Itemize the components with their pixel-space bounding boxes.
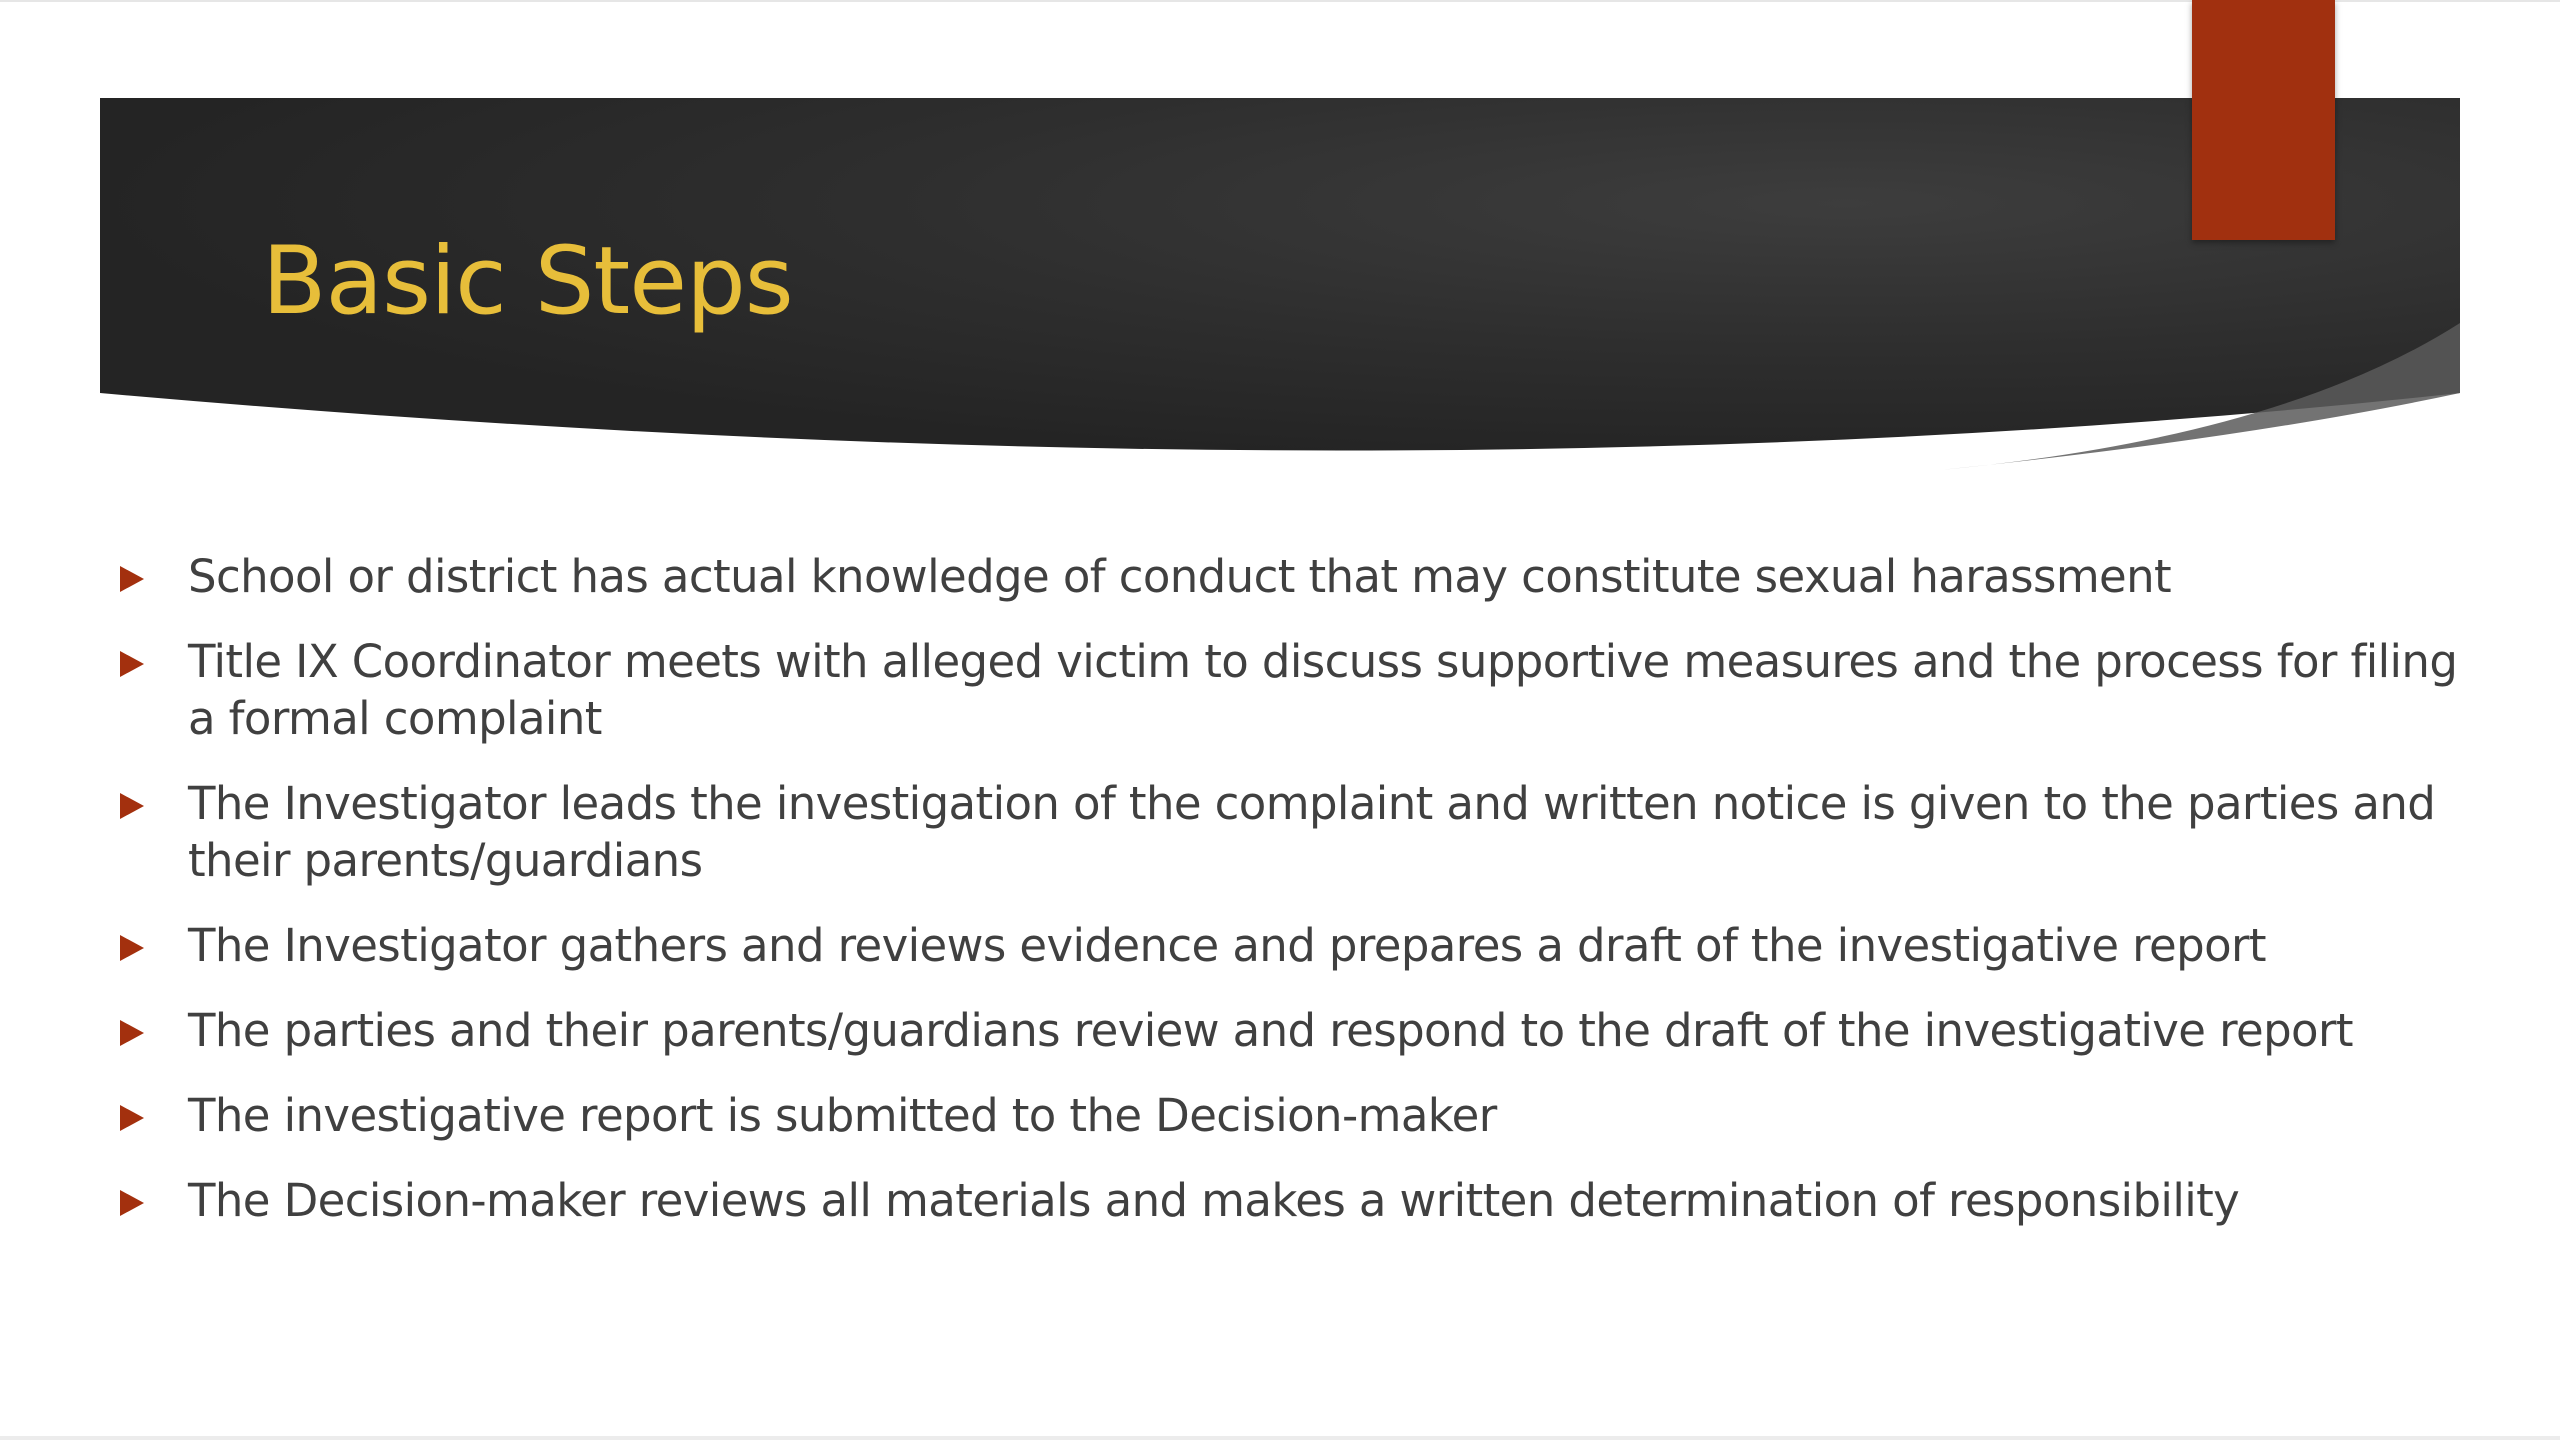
bullet-list — [118, 548, 2458, 1257]
bullet-text: Title IX Coordinator meets with alleged victim to discuss supportive measures and the process for filing a formal complaint — [188, 635, 2458, 745]
bottom-border — [0, 1436, 2560, 1440]
list-item — [118, 633, 2458, 747]
list-item — [118, 1172, 2458, 1229]
triangle-right-icon — [120, 1105, 144, 1131]
triangle-right-icon — [120, 651, 144, 677]
list-item — [118, 548, 2458, 605]
slide-title: Basic Steps — [262, 227, 793, 336]
list-item — [118, 1002, 2458, 1059]
list-item — [118, 775, 2458, 889]
triangle-right-icon — [120, 1020, 144, 1046]
triangle-right-icon — [120, 793, 144, 819]
accent-tab — [2192, 0, 2335, 240]
triangle-right-icon — [120, 1190, 144, 1216]
bullet-text: The Decision-maker reviews all materials and makes a written determination of responsibility — [188, 1174, 2240, 1227]
top-border — [0, 0, 2560, 2]
list-item — [118, 917, 2458, 974]
triangle-right-icon — [120, 935, 144, 961]
list-item — [118, 1087, 2458, 1144]
bullet-text: The Investigator leads the investigation of the complaint and written notice is given to the parties and their parents/guardians — [188, 777, 2436, 887]
bullet-text: School or district has actual knowledge of conduct that may constitute sexual harassment — [188, 550, 2172, 603]
bullet-text: The investigative report is submitted to the Decision-maker — [188, 1089, 1497, 1142]
bullet-text: The Investigator gathers and reviews evidence and prepares a draft of the investigative report — [188, 919, 2266, 972]
bullet-text: The parties and their parents/guardians review and respond to the draft of the investigative report — [188, 1004, 2353, 1057]
triangle-right-icon — [120, 566, 144, 592]
